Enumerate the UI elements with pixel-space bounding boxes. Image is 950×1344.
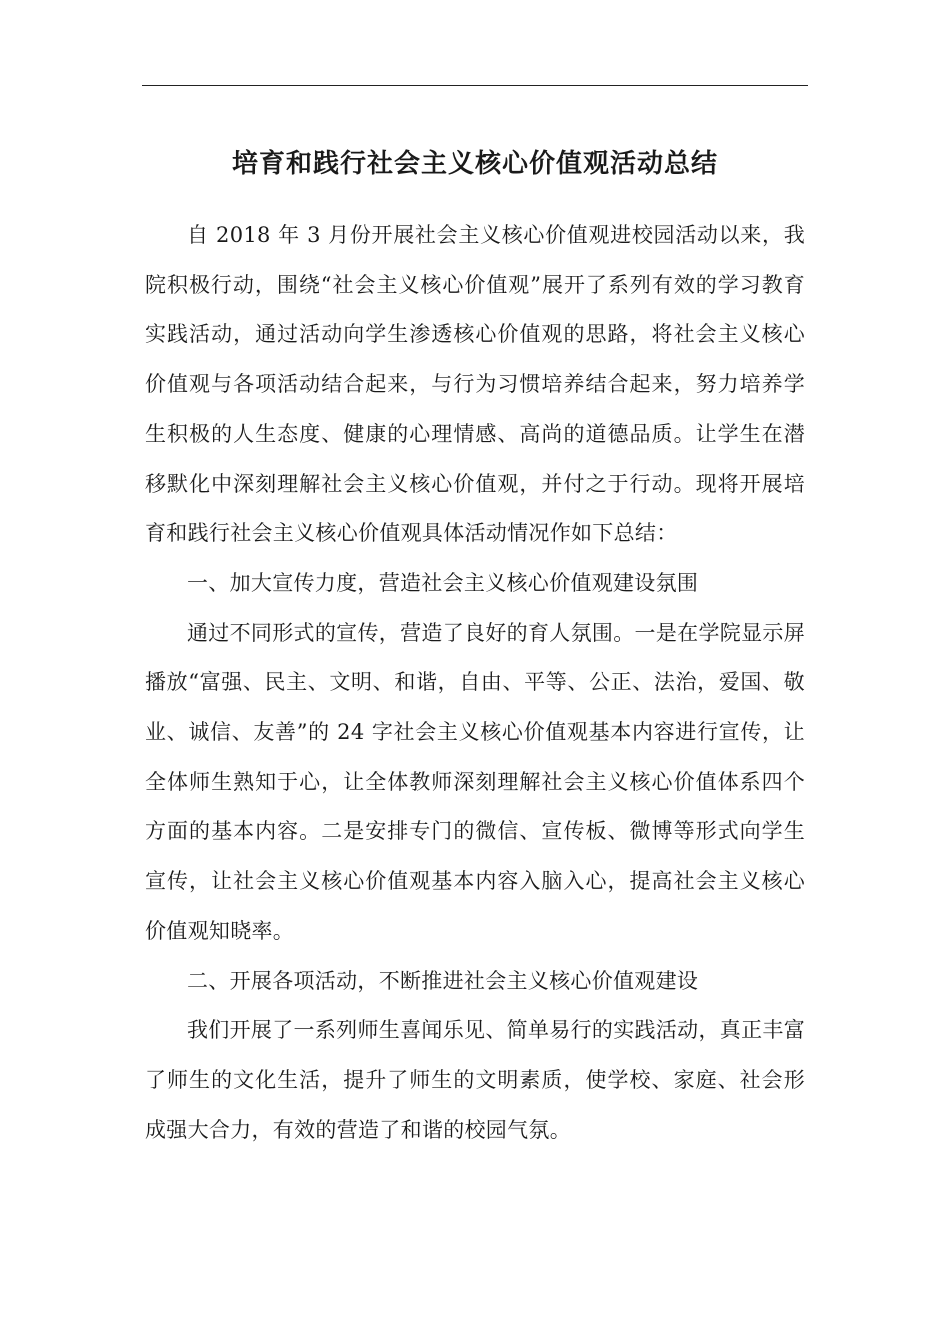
section-heading-2: 二、开展各项活动，不断推进社会主义核心价值观建设 [187, 968, 699, 993]
document-title: 培育和践行社会主义核心价值观活动总结 [231, 149, 718, 179]
header-rule [142, 85, 808, 86]
section-2-paragraph: 我们开展了一系列师生喜闻乐见、简单易行的实践活动，真正丰富了师生的文化生活，提升了师生的文明素质，使学校、家庭、社会形成强大合力，有效的营造了和谐的校园气氛。 [145, 1018, 805, 1142]
intro-paragraph: 自 2018 年 3 月份开展社会主义核心价值观进校园活动以来，我院积极行动，围绕“社会主义核心价值观”展开了系列有效的学习教育实践活动，通过活动向学生渗透核心价值观的思路，将社会主义核心价值观与各项活动结合起来，与行为习惯培养结合起来，努力培养学生积极的人生态度、健康的心理情感、高尚的道德品质。让学生在潜移默化中深刻理解社会主义核心价值观，并付之于行动。现将开展培育和践行社会主义核心价值观具体活动情况作如下总结： [145, 223, 805, 546]
document-body [145, 211, 805, 1155]
section-1-paragraph: 通过不同形式的宣传，营造了良好的育人氛围。一是在学院显示屏播放“富强、民主、文明、和谐，自由、平等、公正、法治，爱国、敬业、诚信、友善”的 24 字社会主义核心价值观基本内容进行宣传，让全体师生熟知于心，让全体教师深刻理解社会主义核心价值体系四个方面的基本内容。二是安排专门的微信、宣传板、微博等形式向学生宣传，让社会主义核心价值观基本内容入脑入心，提高社会主义核心价值观知晓率。 [145, 620, 805, 943]
section-heading-1: 一、加大宣传力度，营造社会主义核心价值观建设氛围 [187, 570, 699, 595]
